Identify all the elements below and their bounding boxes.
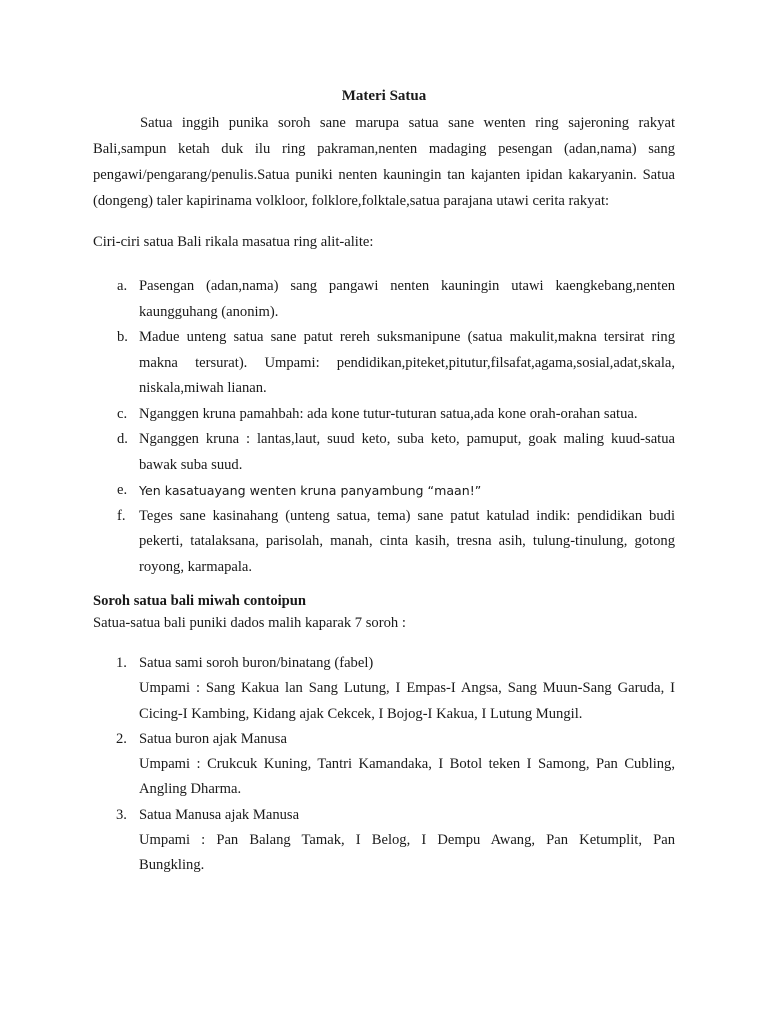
list-marker: 3. (116, 806, 127, 823)
list-marker: a. (117, 278, 128, 294)
ciri-item-a (93, 274, 675, 325)
soroh-item-3 (93, 803, 675, 879)
soroh-item-2 (93, 727, 675, 803)
list-marker: e. (117, 482, 128, 498)
ciri-item-b (93, 325, 675, 402)
soroh-name: Satua sami soroh buron/binatang (fabel) (139, 655, 374, 671)
list-marker: 2. (116, 730, 127, 747)
soroh-list (93, 651, 675, 879)
intro-text: Satua inggih punika soroh sane marupa satua sane wenten ring sajeroning rakyat Bali,sampun ketah duk ilu ring pakraman,nenten madaging pesengan (adan,nama) sang pengawi/pengarang/penulis.Satua puniki nenten kauningin tan kajanten ipidan kakaryanin. Satua (dongeng) taler kapirinama volkloor, folklore,folktale,satua parajana utawi cerita rakyat: (93, 115, 675, 209)
list-item-text: Teges sane kasinahang (unteng satua, tema) sane patut katulad indik: pendidikan budi pekerti, tatalaksana, parisolah, manah, cinta kasih, tresna asih, tulung-tinulung, gotong royong, karmapala. (139, 507, 675, 575)
list-item-text: Pasengan (adan,nama) sang pangawi nenten kauningin utawi kaengkebang,nenten kaungguhang (anonim). (139, 278, 675, 320)
ciri-heading: Ciri-ciri satua Bali rikala masatua ring alit-alite: (93, 234, 374, 250)
list-item-text: Yen kasatuayang wenten kruna panyambung “maan!” (139, 483, 482, 498)
ciri-list (93, 274, 675, 580)
soroh-example: Umpami : Crukcuk Kuning, Tantri Kamandaka, I Botol teken I Samong, Pan Cubling, Angling Dharma. (139, 756, 675, 798)
document-title: Materi Satua (341, 88, 427, 104)
list-marker: d. (117, 431, 128, 447)
soroh-name: Satua buron ajak Manusa (139, 730, 287, 747)
list-item-text: Nganggen kruna pamahbah: ada kone tutur-tuturan satua,ada kone orah-orahan satua. (139, 405, 638, 422)
list-marker: 1. (116, 655, 127, 671)
soroh-name: Satua Manusa ajak Manusa (139, 806, 300, 823)
ciri-item-e (93, 478, 675, 504)
ciri-item-d (93, 427, 675, 478)
soroh-example: Umpami : Sang Kakua lan Sang Lutung, I Empas-I Angsa, Sang Muun-Sang Garuda, I Cicing-I Kambing, Kidang ajak Cekcek, I Bojog-I Kakua, I Lutung Mungil. (139, 680, 675, 722)
list-marker: b. (117, 329, 128, 345)
section-heading: Soroh satua bali miwah contoipun (93, 593, 307, 609)
list-item-text: Nganggen kruna : lantas,laut, suud keto, suba keto, pamuput, goak maling kuud-satua bawak suba suud. (139, 431, 675, 473)
soroh-example: Umpami : Pan Balang Tamak, I Belog, I Dempu Awang, Pan Ketumplit, Pan Bungkling. (139, 832, 675, 874)
ciri-item-c (93, 402, 675, 428)
list-marker: f. (117, 507, 126, 524)
ciri-item-f (93, 504, 675, 581)
soroh-item-1 (93, 651, 675, 727)
list-marker: c. (117, 405, 128, 422)
list-item-text: Madue unteng satua sane patut rereh suksmanipune (satua makulit,makna tersirat ring makna tersurat). Umpami: pendidikan,piteket,pitutur,filsafat,agama,sosial,adat,skala, niskala,miwah lianan. (139, 329, 675, 396)
section-intro: Satua-satua bali puniki dados malih kaparak 7 soroh : (93, 615, 406, 631)
intro-paragraph (93, 110, 675, 214)
